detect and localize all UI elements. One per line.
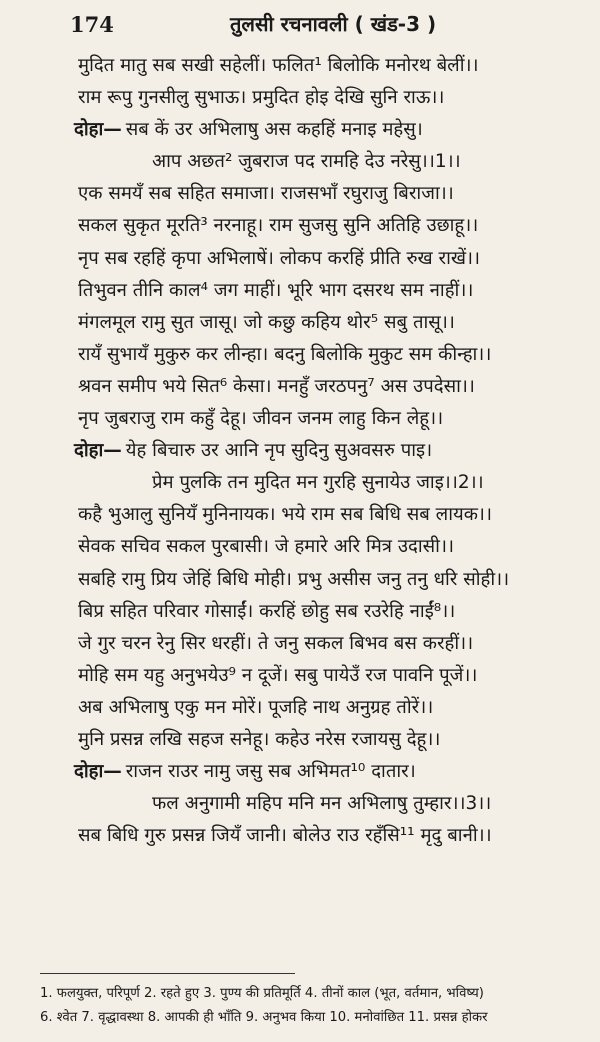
verse-line [74, 339, 594, 371]
verse-line [74, 692, 594, 724]
verse-line [74, 50, 594, 82]
line-text: मुनि प्रसन्न लखि सहज सनेहू। कहेउ नरेस रजायसु देहू।। [78, 728, 441, 750]
footnote-line: 1. फलयुक्त, परिपूर्ण 2. रहते हुए 3. पुण्य की प्रतिमूर्ति 4. तीनों काल (भूत, वर्तमान, भविष्य) [40, 986, 484, 1001]
page-number: 174 [70, 12, 114, 37]
doha-label: दोहा— [74, 761, 122, 783]
verse-line [74, 210, 594, 242]
doha-label: दोहा— [74, 440, 122, 462]
line-text: सब बिधि गुरु प्रसन्न जियँ जानी। बोलेउ राउ रहँसि¹¹ मृदु बानी।। [78, 825, 492, 847]
verse-line [74, 403, 594, 435]
verse-line [74, 724, 594, 756]
line-text: सब कें उर अभिलाषु अस कहहिं मनाइ महेसु। [125, 119, 423, 141]
footnotes [40, 982, 596, 1030]
verse-line [74, 628, 594, 660]
verse-line [74, 307, 594, 339]
footnote-line: 6. श्वेत 7. वृद्धावस्था 8. आपकी ही भाँति 9. अनुभव किया 10. मनोवांछित 11. प्रसन्न होकर [40, 1010, 488, 1025]
line-text: नृप सब रहहिं कृपा अभिलाषें। लोकप करहिं प्रीति रुख राखें।। [78, 247, 481, 269]
line-text: एक समयँ सब सहित समाजा। राजसभाँ रघुराजु बिराजा।। [78, 183, 454, 205]
line-text: राजन राउर नामु जसु सब अभिमत¹⁰ दातार। [125, 761, 416, 783]
verse-text [74, 50, 594, 852]
verse-line [74, 371, 594, 403]
line-text: जे गुर चरन रेनु सिर धरहीं। ते जनु सकल बिभव बस करहीं।। [78, 632, 474, 654]
line-text: येह बिचारु उर आनि नृप सुदिनु सुअवसरु पाइ। [125, 440, 433, 462]
running-title: तुलसी रचनावली ( खंड-3 ) [230, 12, 437, 36]
line-text: कहै भुआलु सुनियँ मुनिनायक। भये राम सब बिधि सब लायक।। [78, 504, 492, 526]
line-text: बिप्र सहित परिवार गोसाईं। करहिं छोहु सब रउरेहि नाईं⁸।। [78, 600, 456, 622]
line-text: प्रेम पुलकि तन मुदित मन गुरहि सुनायेउ जाइ।।2।। [152, 472, 484, 494]
verse-line [74, 820, 594, 852]
line-text: मोहि सम यहु अनुभयेउ⁹ न दूजें। सबु पायेउँ रज पावनि पूजें।। [78, 664, 478, 686]
doha-line [74, 146, 594, 178]
doha-label: दोहा— [74, 119, 122, 141]
verse-line [74, 531, 594, 563]
doha-line [74, 114, 594, 146]
line-text: मुदित मातु सब सखी सहेलीं। फलित¹ बिलोकि मनोरथ बेलीं।। [78, 55, 479, 76]
doha-line [74, 467, 594, 499]
verse-line [74, 660, 594, 692]
verse-line [74, 596, 594, 628]
line-text: नृप जुबराजु राम कहुँ देहू। जीवन जनम लाहु किन लेहू।। [78, 408, 444, 430]
doha-line [74, 756, 594, 788]
line-text: अब अभिलाषु एकु मन मोरें। पूजहि नाथ अनुग्रह तोरें।। [78, 696, 434, 718]
line-text: रायँ सुभायँ मुकुरु कर लीन्हा। बदनु बिलोकि मुकुट सम कीन्हा।। [78, 343, 492, 365]
line-text: राम रूपु गुनसीलु सुभाऊ। प्रमुदित होइ देखि सुनि राऊ।। [78, 87, 445, 109]
doha-line [74, 788, 594, 820]
line-text: सबहि रामु प्रिय जेहिं बिधि मोही। प्रभु असीस जनु तनु धरि सोही।। [78, 568, 510, 590]
line-text: श्रवन समीप भये सित⁶ केसा। मनहुँ जरठपनु⁷ अस उपदेसा।। [78, 375, 475, 397]
line-text: आप अछत² जुबराज पद रामहि देउ नरेसु।।1।। [152, 151, 461, 173]
line-text: तिभुवन तीनि काल⁴ जग माहीं। भूरि भाग दसरथ सम नाहीं।। [78, 279, 474, 301]
footnote-divider [40, 973, 295, 974]
verse-line [74, 275, 594, 307]
verse-line [74, 243, 594, 275]
verse-line [74, 564, 594, 596]
page-header [0, 6, 600, 42]
verse-line [74, 499, 594, 531]
line-text: फल अनुगामी महिप मनि मन अभिलाषु तुम्हार।।3।। [152, 793, 492, 815]
line-text: मंगलमूल रामु सुत जासू। जो कछु कहिय थोर⁵ सबु तासू।। [78, 311, 455, 333]
verse-line [74, 82, 594, 114]
doha-line [74, 435, 594, 467]
line-text: सकल सुकृत मूरति³ नरनाहू। राम सुजसु सुनि अतिहि उछाहू।। [78, 215, 479, 237]
line-text: सेवक सचिव सकल पुरबासी। जे हमारे अरि मित्र उदासी।। [78, 536, 454, 558]
verse-line [74, 178, 594, 210]
